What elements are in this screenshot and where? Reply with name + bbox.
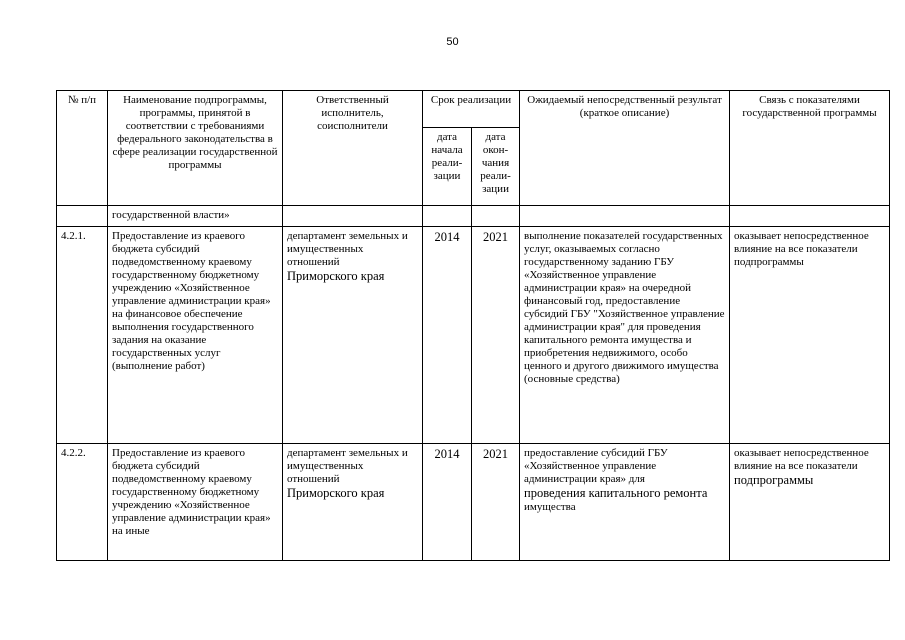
cont-result-cell xyxy=(520,206,730,227)
row-result-part2: проведения капитального ремонта xyxy=(524,486,708,500)
header-term: Срок реализации xyxy=(423,91,520,128)
row-start: 2014 xyxy=(423,444,472,561)
row-executor-part1: департамент земельных и имущественных отношений xyxy=(287,230,408,268)
row-num: 4.2.2. xyxy=(57,444,108,561)
row-executor-part2: Приморского края xyxy=(287,269,385,283)
header-start: дата начала реали-зации xyxy=(423,128,472,206)
row-name: Предоставление из краевого бюджета субсидий подведомственному краевому государственному бюджетному учреждению «Хозяйственное управление администрации края» на иные xyxy=(108,444,283,561)
program-table xyxy=(56,90,890,561)
cont-num-cell xyxy=(57,206,108,227)
cont-end-cell xyxy=(472,206,520,227)
row-link: оказывает непосредственное влияние на все показатели подпрограммы xyxy=(730,227,890,444)
header-end: дата окон-чания реали-зации xyxy=(472,128,520,206)
row-executor-part1: департамент земельных и имущественных отношений xyxy=(287,447,408,485)
row-link-part1: оказывает непосредственное влияние на все показатели xyxy=(734,447,869,472)
row-executor xyxy=(283,227,423,444)
header-row xyxy=(57,91,890,128)
header-num: № п/п xyxy=(57,91,108,206)
row-result xyxy=(520,444,730,561)
row-start: 2014 xyxy=(423,227,472,444)
table-row xyxy=(57,444,890,561)
header-result: Ожидаемый непосредственный результат (краткое описание) xyxy=(520,91,730,206)
cont-start-cell xyxy=(423,206,472,227)
row-link xyxy=(730,444,890,561)
header-link: Связь с показателями государственной программы xyxy=(730,91,890,206)
row-name: Предоставление из краевого бюджета субсидий подведомственному краевому государственному бюджетному учреждению «Хозяйственное управление администрации края» на финансовое обеспечение выполнения государственного задания на оказание государственных услуг (выполнение работ) xyxy=(108,227,283,444)
header-executor: Ответственный исполнитель, соисполнители xyxy=(283,91,423,206)
header-name: Наименование подпрограммы, программы, принятой в соответствии с требованиями федерального законодательства в сфере реализации государственной программы xyxy=(108,91,283,206)
row-num: 4.2.1. xyxy=(57,227,108,444)
cont-name-cell: государственной власти» xyxy=(108,206,283,227)
row-executor xyxy=(283,444,423,561)
cont-exec-cell xyxy=(283,206,423,227)
row-result: выполнение показателей государственных услуг, оказываемых согласно государственному заданию ГБУ «Хозяйственное управление администрации края» на очередной финансовый год, предоставление субсидий ГБУ "Хозяйственное управление администрации края" для проведения капитального ремонта имущества и приобретения недвижимого, особо ценного и другого движимого имущества (основные средства) xyxy=(520,227,730,444)
cont-link-cell xyxy=(730,206,890,227)
row-executor-part2: Приморского края xyxy=(287,486,385,500)
row-end: 2021 xyxy=(472,227,520,444)
row-result-part1: предоставление субсидий ГБУ «Хозяйственное управление администрации края» для xyxy=(524,447,668,485)
row-end: 2021 xyxy=(472,444,520,561)
table-row xyxy=(57,227,890,444)
row-link-part2: подпрограммы xyxy=(734,473,814,487)
row-result-part3: имущества xyxy=(524,501,576,513)
page-number: 50 xyxy=(446,36,459,48)
continuation-row xyxy=(57,206,890,227)
